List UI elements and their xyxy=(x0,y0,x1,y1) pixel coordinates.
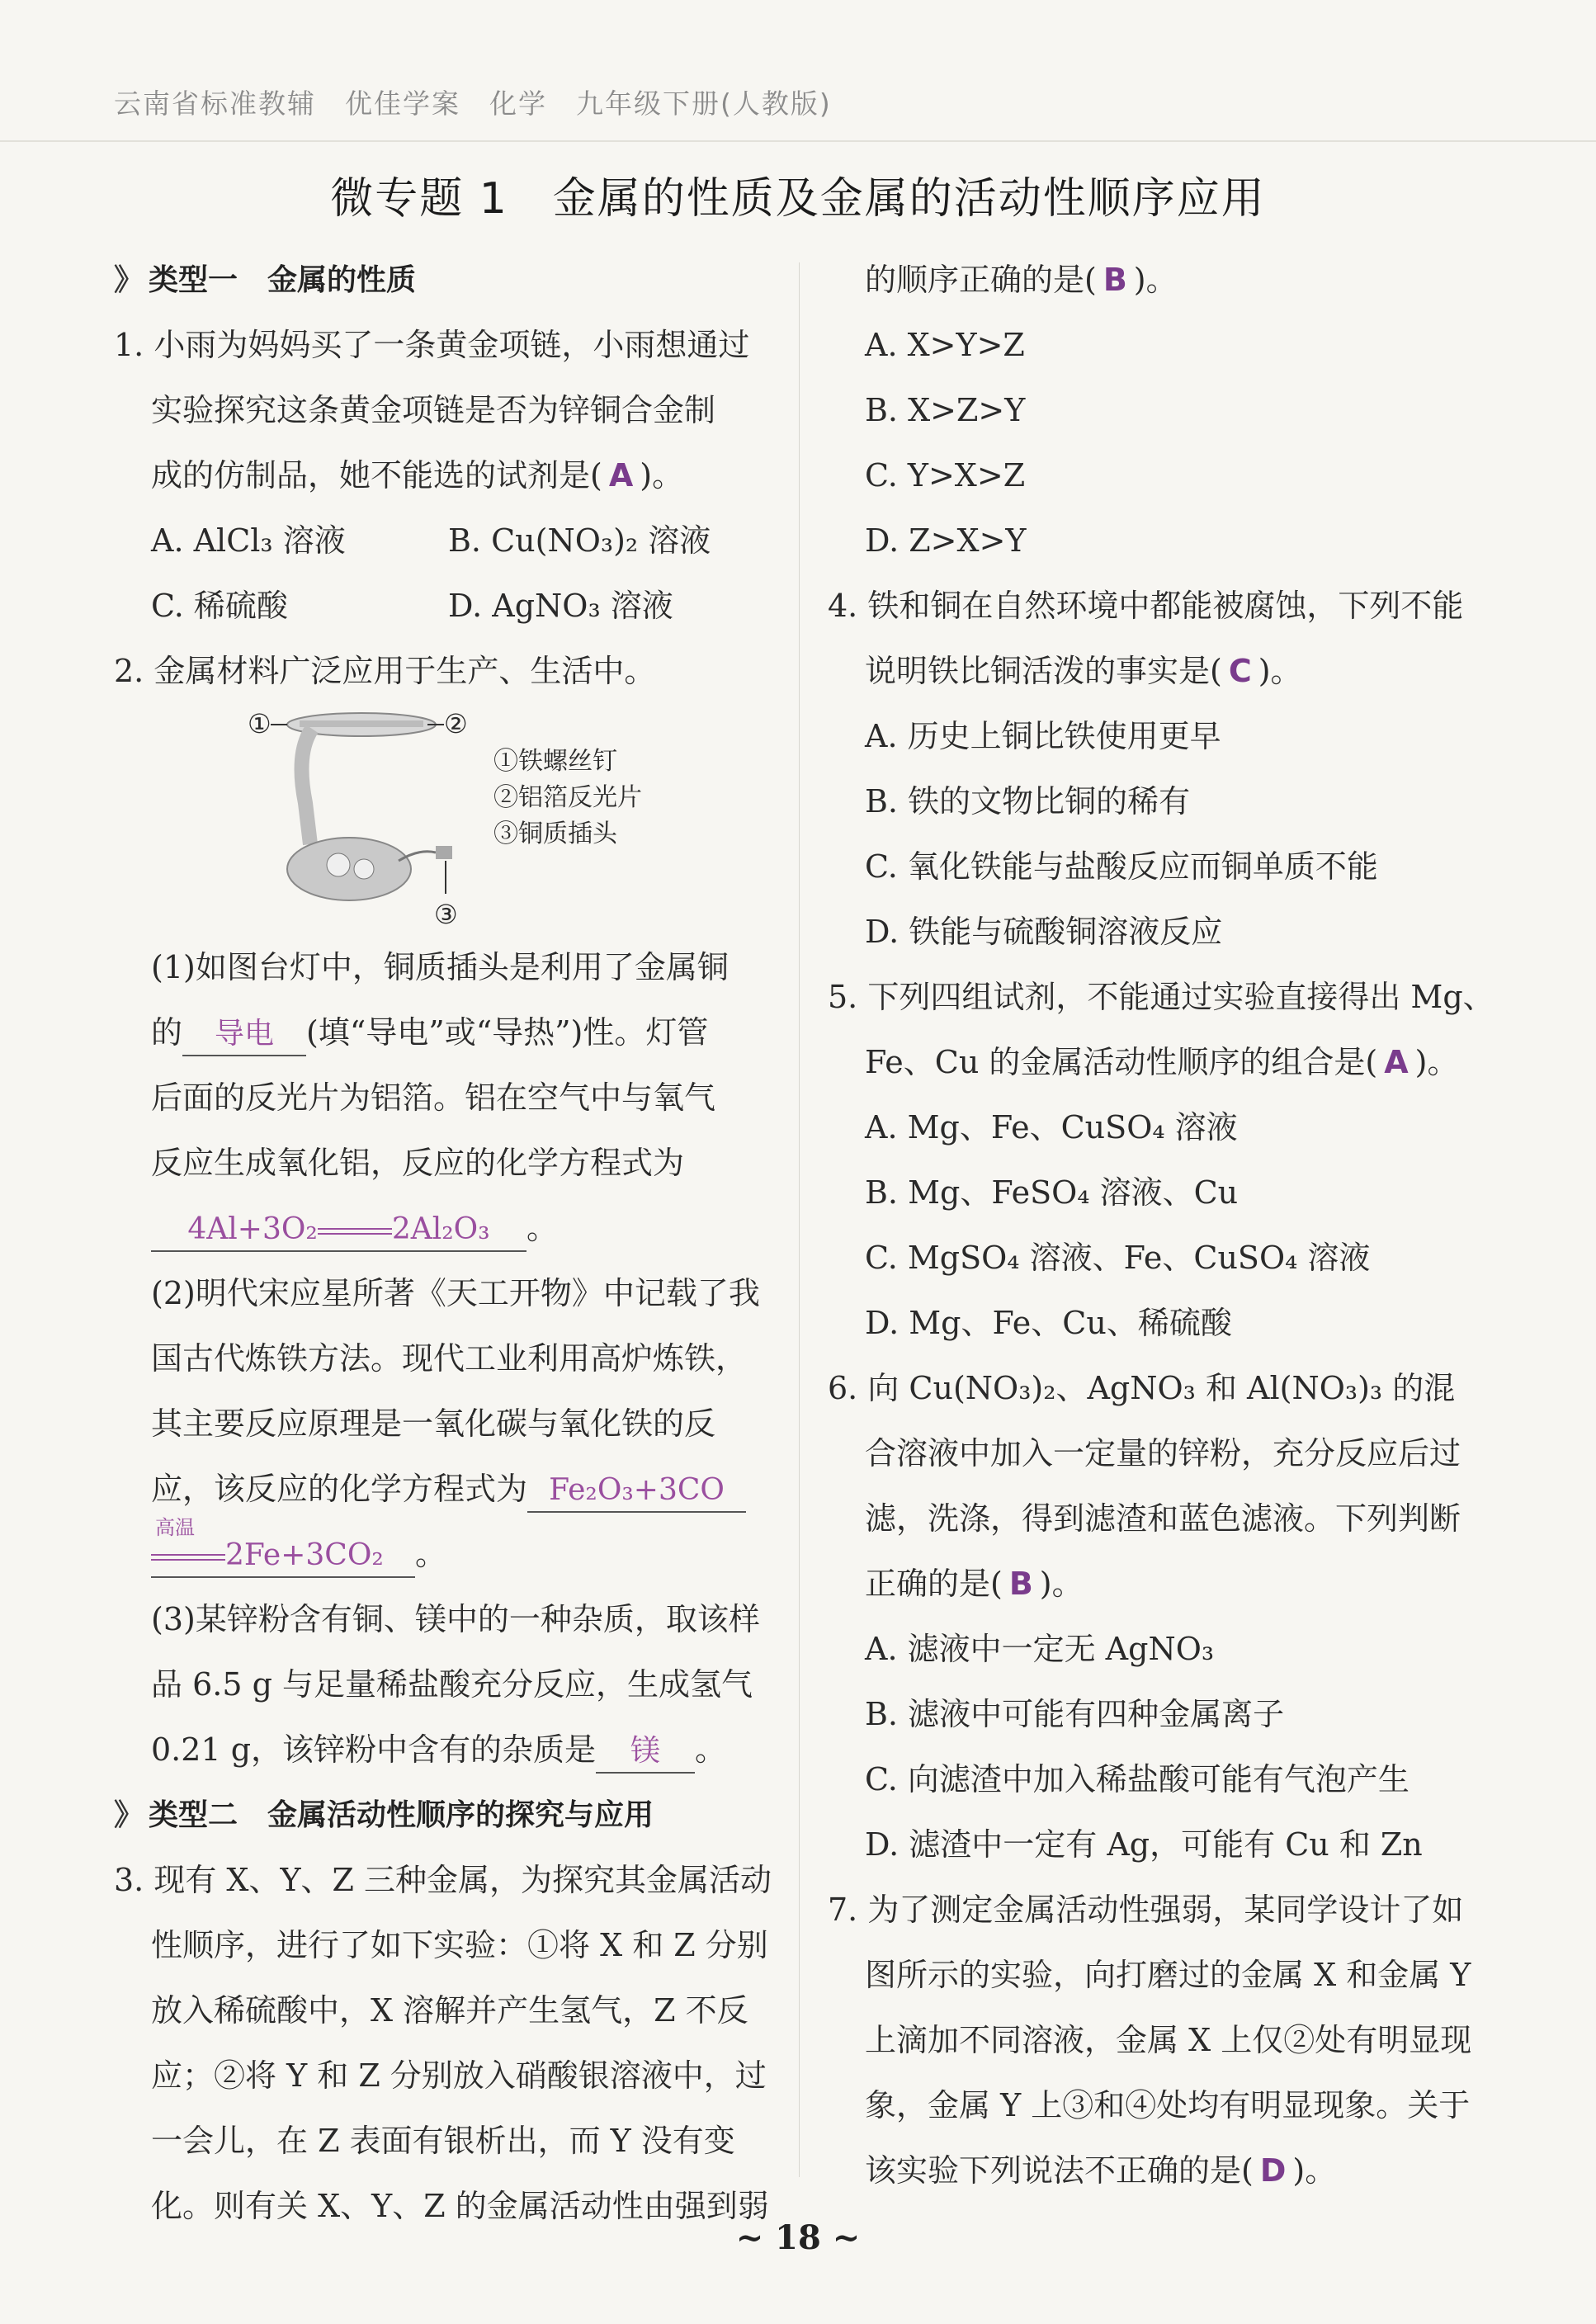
q6-option-a: A. 滤液中一定无 AgNO₃ xyxy=(865,1631,1215,1667)
q2-text: 。 xyxy=(415,1536,447,1572)
q2-text: 0.21 g，该锌粉中含有的杂质是 xyxy=(151,1731,597,1768)
q6-line: 6. 向 Cu(NO₃)₂、AgNO₃ 和 Al(NO₃)₃ 的混 xyxy=(828,1370,1456,1406)
q2-line xyxy=(114,1196,774,1261)
q6-text: )。 xyxy=(1039,1566,1084,1602)
q2-blank-impurity: 镁 xyxy=(596,1731,695,1774)
question-3 xyxy=(114,1848,774,2239)
q6-line xyxy=(828,1552,1504,1617)
q2-text: 。 xyxy=(695,1731,727,1768)
q5-option-b: B. Mg、FeSO₄ 溶液、Cu xyxy=(865,1174,1239,1211)
q1-answer: A xyxy=(608,457,634,494)
q6-option-b: B. 滤液中可能有四种金属离子 xyxy=(865,1696,1285,1732)
q3-option-a: A. X>Y>Z xyxy=(865,327,1025,363)
q2-blank-fe-equation-part1: Fe₂O₃+3CO xyxy=(527,1470,746,1513)
q7-line xyxy=(828,2138,1504,2204)
section-heading-type1 xyxy=(114,248,774,313)
q2-text: 的 xyxy=(151,1014,183,1051)
question-3-continued xyxy=(828,248,1504,574)
q2-stem: 2. 金属材料广泛应用于生产、生活中。 xyxy=(114,653,656,689)
q4-line: 4. 铁和铜在自然环境中都能被腐蚀，下列不能 xyxy=(828,588,1464,624)
q7-line: 上滴加不同溶液，金属 X 上仅②处有明显现 xyxy=(865,2022,1472,2058)
right-column xyxy=(828,248,1504,2204)
q3-line: 应；②将 Y 和 Z 分别放入硝酸银溶液中，过 xyxy=(151,2057,767,2094)
q2-line: 反应生成氧化铝，反应的化学方程式为 xyxy=(151,1145,685,1181)
q1-options-row xyxy=(114,574,774,639)
header-divider xyxy=(0,140,1596,142)
q2-blank-fe-equation-part2 xyxy=(151,1535,415,1578)
q4-option-a: A. 历史上铜比铁使用更早 xyxy=(865,718,1221,754)
equals-sign-icon xyxy=(151,1547,225,1567)
q1-text: )。 xyxy=(640,457,684,494)
q4-text: 说明铁比铜活泼的事实是( xyxy=(865,653,1222,689)
q1-line: 实验探究这条黄金项链是否为锌铜合金制 xyxy=(151,392,716,428)
q1-option-d: D. AgNO₃ 溶液 xyxy=(448,588,673,624)
q3-answer: B xyxy=(1103,262,1127,298)
figure-marker-3: ③ xyxy=(434,899,458,930)
q2-line xyxy=(114,1717,774,1783)
q6-option-d: D. 滤渣中一定有 Ag，可能有 Cu 和 Zn xyxy=(865,1826,1423,1863)
q2-line: 品 6.5 g 与足量稀盐酸充分反应，生成氢气 xyxy=(151,1666,753,1703)
q1-line xyxy=(114,443,774,508)
q5-option-c: C. MgSO₄ 溶液、Fe、CuSO₄ 溶液 xyxy=(865,1240,1371,1276)
section-marker-icon: 》 xyxy=(114,1798,144,1832)
q2-line: (2)明代宋应星所著《天工开物》中记载了我 xyxy=(151,1275,760,1311)
reaction-condition: 高温 xyxy=(155,1516,195,1539)
q4-option-b: B. 铁的文物比铜的稀有 xyxy=(865,783,1191,820)
q2-blank-conductivity: 导电 xyxy=(182,1013,306,1056)
desk-lamp-figure xyxy=(114,704,774,935)
q3-option-c: C. Y>X>Z xyxy=(865,457,1026,494)
q2-text: 应，该反应的化学方程式为 xyxy=(151,1471,528,1507)
q5-line xyxy=(828,1030,1504,1095)
q2-blank-al-equation xyxy=(151,1209,526,1252)
question-6 xyxy=(828,1356,1504,1878)
figure-marker-2: ② xyxy=(444,708,468,739)
section-heading-type2 xyxy=(114,1783,774,1848)
legend-item: ②铝箔反光片 xyxy=(493,783,642,812)
q1-option-a: A. AlCl₃ 溶液 xyxy=(151,522,346,559)
eq-left: 4Al+3O₂ xyxy=(187,1212,318,1246)
q2-line: (1)如图台灯中，铜质插头是利用了金属铜 xyxy=(151,949,729,985)
q5-line: 5. 下列四组试剂，不能通过实验直接得出 Mg、 xyxy=(828,979,1494,1015)
section-label: 类型一 金属的性质 xyxy=(149,263,417,297)
q5-text: )。 xyxy=(1414,1044,1459,1080)
page-header: 云南省标准教辅 优佳学案 化学 九年级下册(人教版) xyxy=(114,87,832,120)
q4-text: )。 xyxy=(1258,653,1302,689)
q3-line: 放入稀硫酸中，X 溶解并产生氢气，Z 不反 xyxy=(151,1992,748,2029)
q6-line: 合溶液中加入一定量的锌粉，充分反应后过 xyxy=(865,1435,1461,1471)
figure-legend xyxy=(493,744,642,853)
q3-text: 的顺序正确的是( xyxy=(865,262,1097,298)
q1-line: 1. 小雨为妈妈买了一条黄金项链，小雨想通过 xyxy=(114,327,750,363)
section-label: 类型二 金属活动性顺序的探究与应用 xyxy=(149,1798,654,1832)
q5-answer: A xyxy=(1384,1044,1409,1080)
q5-text: Fe、Cu 的金属活动性顺序的组合是( xyxy=(865,1044,1378,1080)
q7-text: )。 xyxy=(1292,2152,1337,2189)
question-1 xyxy=(114,313,774,639)
q2-line: 国古代炼铁方法。现代工业利用高炉炼铁， xyxy=(151,1340,748,1377)
q2-line: (3)某锌粉含有铜、镁中的一种杂质，取该样 xyxy=(151,1601,760,1637)
q3-line xyxy=(828,248,1504,313)
q5-option-d: D. Mg、Fe、Cu、稀硫酸 xyxy=(865,1305,1232,1341)
q1-options-row xyxy=(114,508,774,574)
eq-right: 2Fe+3CO₂ xyxy=(225,1538,384,1572)
q2-line: 后面的反光片为铝箔。铝在空气中与氧气 xyxy=(151,1079,716,1116)
q6-line: 滤，洗涤，得到滤渣和蓝色滤液。下列判断 xyxy=(865,1500,1461,1537)
question-7 xyxy=(828,1878,1504,2204)
q3-line: 化。则有关 X、Y、Z 的金属活动性由强到弱 xyxy=(151,2188,769,2224)
column-divider xyxy=(799,262,800,2177)
q6-text: 正确的是( xyxy=(865,1566,1003,1602)
question-5 xyxy=(828,965,1504,1356)
q7-text: 该实验下列说法不正确的是( xyxy=(865,2152,1254,2189)
eq-right: 2Al₂O₃ xyxy=(391,1212,490,1246)
left-column xyxy=(114,248,774,2239)
q3-option-d: D. Z>X>Y xyxy=(865,522,1027,559)
figure-marker-1: ① xyxy=(248,708,272,739)
q4-option-d: D. 铁能与硫酸铜溶液反应 xyxy=(865,914,1223,950)
q7-line: 图所示的实验，向打磨过的金属 X 和金属 Y xyxy=(865,1957,1471,1993)
section-marker-icon: 》 xyxy=(114,263,144,297)
q2-text: 。 xyxy=(526,1210,559,1246)
page-title: 微专题 1 金属的性质及金属的活动性顺序应用 xyxy=(330,174,1266,224)
q3-line: 性顺序，进行了如下实验：①将 X 和 Z 分别 xyxy=(151,1927,768,1963)
question-4 xyxy=(828,574,1504,965)
q7-line: 象，金属 Y 上③和④处均有明显现象。关于 xyxy=(865,2087,1471,2123)
q5-option-a: A. Mg、Fe、CuSO₄ 溶液 xyxy=(865,1109,1238,1145)
q2-line xyxy=(114,1000,774,1065)
q3-option-b: B. X>Z>Y xyxy=(865,392,1026,428)
q2-line xyxy=(114,1457,774,1522)
page-number: ~ 18 ~ xyxy=(735,2218,861,2257)
q1-option-b: B. Cu(NO₃)₂ 溶液 xyxy=(448,522,711,559)
equals-sign-icon xyxy=(318,1221,392,1241)
q3-text: )。 xyxy=(1133,262,1178,298)
q4-line xyxy=(828,639,1504,704)
q7-line: 7. 为了测定金属活动性强弱，某同学设计了如 xyxy=(828,1892,1464,1928)
q2-text: (填“导电”或“导热”)性。灯管 xyxy=(306,1014,709,1051)
q4-option-c: C. 氧化铁能与盐酸反应而铜单质不能 xyxy=(865,848,1378,885)
q1-option-c: C. 稀硫酸 xyxy=(151,588,288,624)
q2-line xyxy=(114,1516,774,1587)
q6-answer: B xyxy=(1008,1566,1033,1602)
q3-line: 一会儿，在 Z 表面有银析出，而 Y 没有变 xyxy=(151,2123,735,2159)
question-2 xyxy=(114,639,774,1783)
q7-answer: D xyxy=(1259,2152,1287,2189)
q1-text: 成的仿制品，她不能选的试剂是( xyxy=(151,457,602,494)
q3-line: 3. 现有 X、Y、Z 三种金属，为探究其金属活动 xyxy=(114,1862,772,1898)
q4-answer: C xyxy=(1228,653,1252,689)
q6-option-c: C. 向滤渣中加入稀盐酸可能有气泡产生 xyxy=(865,1761,1409,1797)
legend-item: ①铁螺丝钉 xyxy=(493,747,617,776)
legend-item: ③铜质插头 xyxy=(493,820,617,848)
q2-line: 其主要反应原理是一氧化碳与氧化铁的反 xyxy=(151,1405,716,1442)
